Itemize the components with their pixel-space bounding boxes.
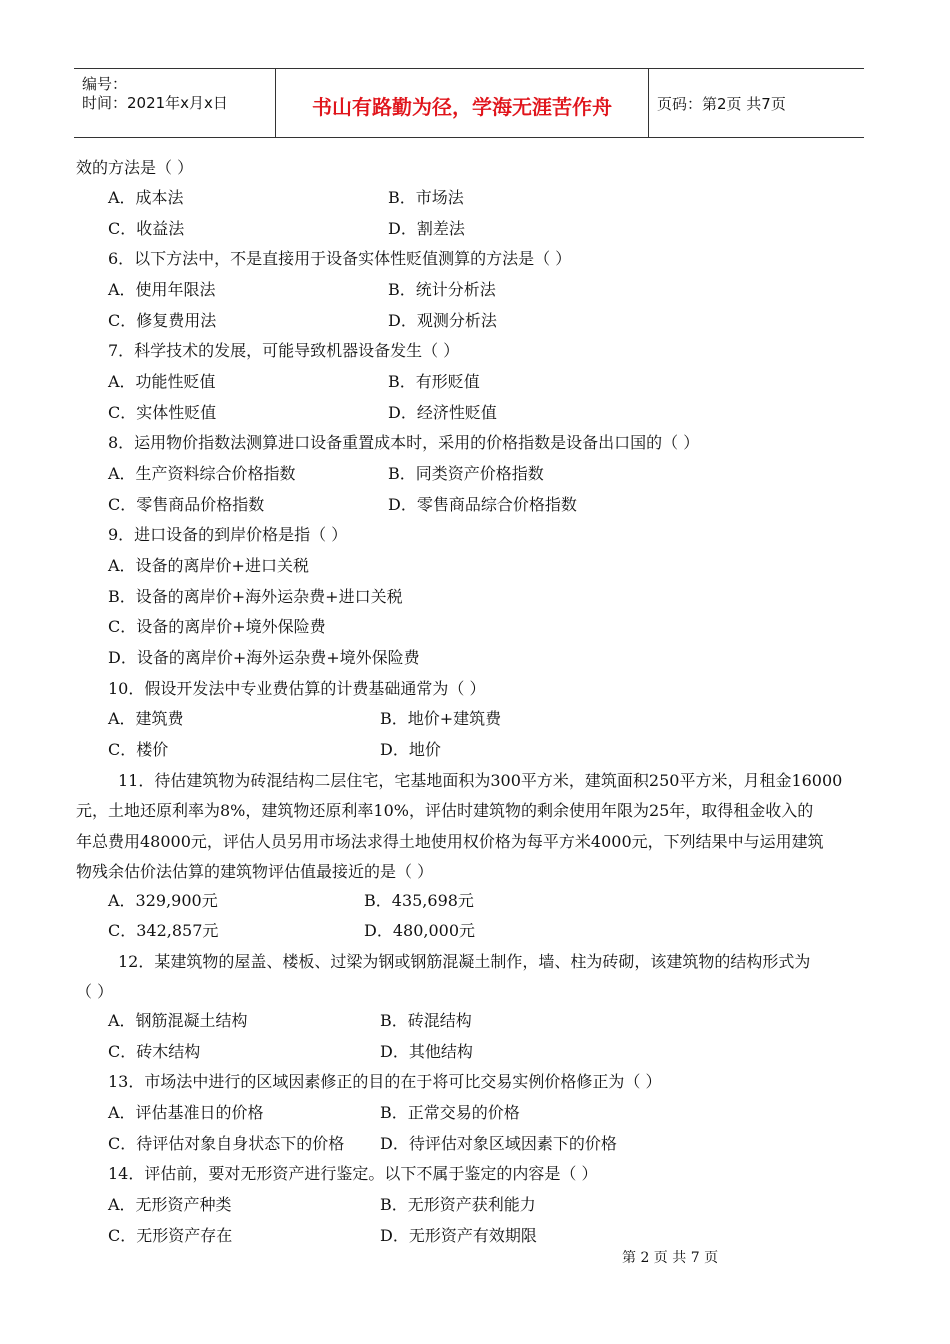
option-a: A．钢筋混凝土结构 <box>108 1011 248 1030</box>
time-label: 时间：2021年x月x日 <box>82 94 228 112</box>
question-10: 10．假设开发法中专业费估算的计费基础通常为（ ） <box>108 679 486 698</box>
text-line: 效的方法是（ ） <box>76 158 194 177</box>
option-d: D．零售商品综合价格指数 <box>388 495 577 514</box>
option-c: C．砖木结构 <box>108 1042 201 1061</box>
option-a: A．329,900元 <box>108 891 218 910</box>
option-b: B．统计分析法 <box>388 280 496 299</box>
question-7: 7．科学技术的发展，可能导致机器设备发生（ ） <box>108 341 460 360</box>
question-14: 14．评估前，要对无形资产进行鉴定。以下不属于鉴定的内容是（ ） <box>108 1164 598 1183</box>
question-11: 11．待估建筑物为砖混结构二层住宅，宅基地面积为300平方米，建筑面积250平方米，月租金16000 <box>118 771 843 790</box>
question-8: 8．运用物价指数法测算进口设备重置成本时，采用的价格指数是设备出口国的（ ） <box>108 433 700 452</box>
option-b: B．同类资产价格指数 <box>388 464 544 483</box>
page-footer: 第 2 页 共 7 页 <box>622 1250 719 1266</box>
option-d: D．其他结构 <box>380 1042 473 1061</box>
option-b: B．正常交易的价格 <box>380 1103 520 1122</box>
option-a: A．建筑费 <box>108 709 184 728</box>
option-b: B．砖混结构 <box>380 1011 472 1030</box>
motto: 书山有路勤为径，学海无涯苦作舟 <box>312 95 612 119</box>
question-12: 12．某建筑物的屋盖、楼板、过梁为钢或钢筋混凝土制作，墙、柱为砖砌，该建筑物的结构形式为 <box>118 952 811 971</box>
option-d: D．地价 <box>380 740 441 759</box>
option-c: C．待评估对象自身状态下的价格 <box>108 1134 345 1153</box>
text-line: 年总费用48000元，评估人员另用市场法求得土地使用权价格为每平方米4000元，下列结果中与运用建筑 <box>76 832 824 851</box>
question-6: 6．以下方法中，不是直接用于设备实体性贬值测算的方法是（ ） <box>108 249 572 268</box>
option-a: A．评估基准日的价格 <box>108 1103 264 1122</box>
option-d: D．经济性贬值 <box>388 403 497 422</box>
option-a: A．成本法 <box>108 188 184 207</box>
option-d: D．无形资产有效期限 <box>380 1226 537 1245</box>
option-d: D．480,000元 <box>364 921 475 940</box>
text-line: （ ） <box>76 982 114 1001</box>
option-c: C．收益法 <box>108 219 185 238</box>
page-info: 页码：第2页 共7页 <box>657 95 786 113</box>
option-b: B．有形贬值 <box>388 372 480 391</box>
option-a: A．设备的离岸价+进口关税 <box>108 556 309 575</box>
question-13: 13．市场法中进行的区域因素修正的目的在于将可比交易实例价格修正为（ ） <box>108 1072 662 1091</box>
option-a: A．使用年限法 <box>108 280 216 299</box>
text-line: 物残余估价法估算的建筑物评估值最接近的是（ ） <box>76 862 434 881</box>
header-page-cell <box>649 69 864 137</box>
option-b: B．435,698元 <box>364 891 474 910</box>
option-c: C．设备的离岸价+境外保险费 <box>108 617 326 636</box>
option-c: C．楼价 <box>108 740 169 759</box>
header-meta-cell <box>74 69 276 137</box>
option-b: B．无形资产获利能力 <box>380 1195 536 1214</box>
option-b: B．市场法 <box>388 188 464 207</box>
page-header <box>74 68 864 138</box>
option-d: D．待评估对象区域因素下的价格 <box>380 1134 617 1153</box>
header-motto-cell <box>276 69 649 137</box>
option-a: A．无形资产种类 <box>108 1195 232 1214</box>
option-c: C．实体性贬值 <box>108 403 217 422</box>
option-a: A．功能性贬值 <box>108 372 216 391</box>
option-b: B．地价+建筑费 <box>380 709 502 728</box>
text-line: 元，土地还原利率为8%，建筑物还原利率10%，评估时建筑物的剩余使用年限为25年，取得租金收入的 <box>76 801 814 820</box>
option-a: A．生产资料综合价格指数 <box>108 464 296 483</box>
question-9: 9．进口设备的到岸价格是指（ ） <box>108 525 348 544</box>
option-d: D．观测分析法 <box>388 311 497 330</box>
option-d: D．割差法 <box>388 219 465 238</box>
option-c: C．零售商品价格指数 <box>108 495 265 514</box>
option-c: C．修复费用法 <box>108 311 217 330</box>
option-b: B．设备的离岸价+海外运杂费+进口关税 <box>108 587 403 606</box>
option-c: C．无形资产存在 <box>108 1226 233 1245</box>
number-label: 编号： <box>82 75 128 93</box>
option-c: C．342,857元 <box>108 921 219 940</box>
option-d: D．设备的离岸价+海外运杂费+境外保险费 <box>108 648 420 667</box>
